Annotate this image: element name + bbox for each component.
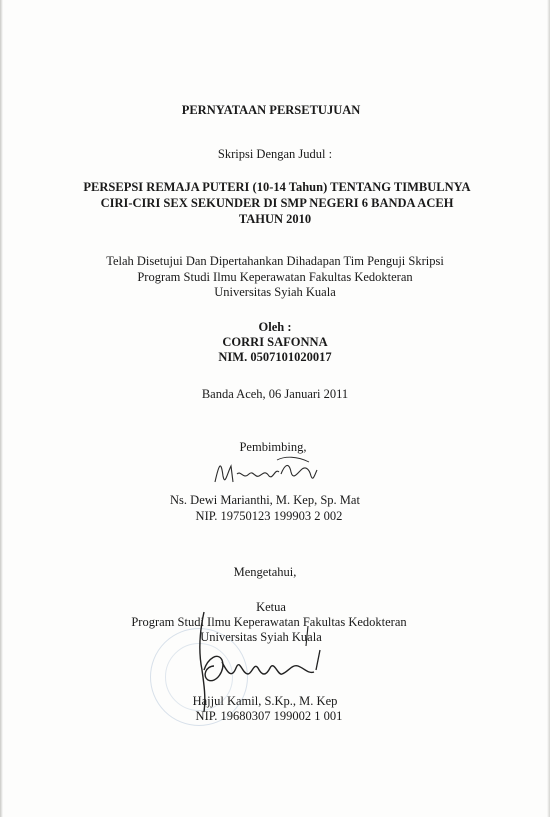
supervisor-signature-image [205, 454, 325, 490]
author-by-label: Oleh : [258, 320, 292, 334]
head-name: Hajjul Kamil, S.Kp., M. Kep [192, 694, 338, 708]
subheading: Skripsi Dengan Judul : [217, 147, 333, 161]
author-nim: NIM. 0507101020017 [218, 350, 332, 364]
head-university: Universitas Syiah Kuala [200, 630, 322, 644]
approval-line-1: Telah Disetujui Dan Dipertahankan Dihadapan Tim Penguji Skripsi [106, 254, 444, 268]
approval-line-2: Program Studi Ilmu Keperawatan Fakultas Kedokteran [137, 270, 413, 284]
author-name: CORRI SAFONNA [222, 335, 328, 349]
approval-line-3: Universitas Syiah Kuala [214, 285, 336, 299]
signing-date: Banda Aceh, 06 Januari 2011 [201, 387, 349, 401]
thesis-title-line-2: CIRI-CIRI SEX SEKUNDER DI SMP NEGERI 6 BANDA ACEH [100, 196, 454, 210]
supervisor-name: Ns. Dewi Marianthi, M. Kep, Sp. Mat [170, 493, 360, 507]
supervisor-role: Pembimbing, [239, 440, 307, 454]
thesis-title-line-3: TAHUN 2010 [238, 212, 312, 226]
head-role: Ketua [256, 600, 286, 614]
head-nip: NIP. 19680307 199002 1 001 [195, 709, 343, 723]
acknowledged-label: Mengetahui, [233, 565, 297, 579]
supervisor-nip: NIP. 19750123 199903 2 002 [195, 509, 343, 523]
head-program: Program Studi Ilmu Keperawatan Fakultas Kedokteran [131, 615, 407, 629]
thesis-title-line-1: PERSEPSI REMAJA PUTERI (10-14 Tahun) TENTANG TIMBULNYA [83, 180, 471, 194]
page-heading: PERNYATAAN PERSETUJUAN [181, 103, 361, 117]
